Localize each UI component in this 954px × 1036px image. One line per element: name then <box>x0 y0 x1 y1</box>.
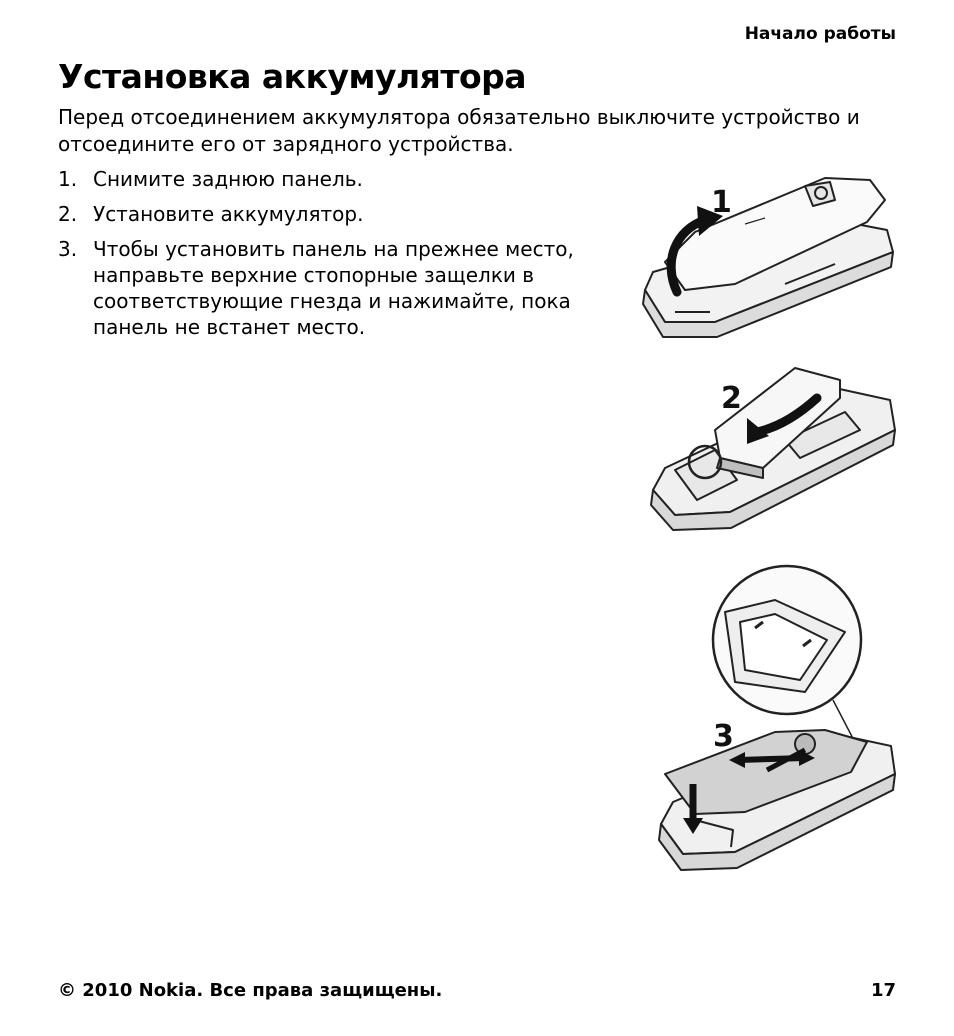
page-number: 17 <box>870 980 896 1001</box>
step-item <box>58 236 593 340</box>
step-text: Снимите заднюю панель. <box>93 167 363 191</box>
step-text: Чтобы установить панель на прежнее место, направьте верхние стопорные защелки в соответствующие гнезда и нажимайте, пока панель не встанет место. <box>93 237 574 339</box>
insert-battery-illustration <box>645 360 900 540</box>
step-marker-2: 2 <box>721 381 742 416</box>
step-number: 3. <box>58 237 78 261</box>
step-item <box>58 201 593 227</box>
step-number: 1. <box>58 167 78 191</box>
remove-back-cover-illustration <box>635 172 900 344</box>
intro-paragraph: Перед отсоединением аккумулятора обязательно выключите устройство и отсоедините его от зарядного устройства. <box>58 105 860 156</box>
copyright-notice: © 2010 Nokia. Все права защищены. <box>58 980 443 1001</box>
page-title: Установка аккумулятора <box>58 57 527 96</box>
step-text: Установите аккумулятор. <box>93 202 364 226</box>
steps-list <box>58 166 593 349</box>
step-marker-3: 3 <box>713 719 734 754</box>
replace-cover-illustration <box>655 562 900 884</box>
step-marker-1: 1 <box>711 185 732 220</box>
running-header: Начало работы <box>744 24 896 44</box>
step-item <box>58 166 593 192</box>
step-number: 2. <box>58 202 78 226</box>
